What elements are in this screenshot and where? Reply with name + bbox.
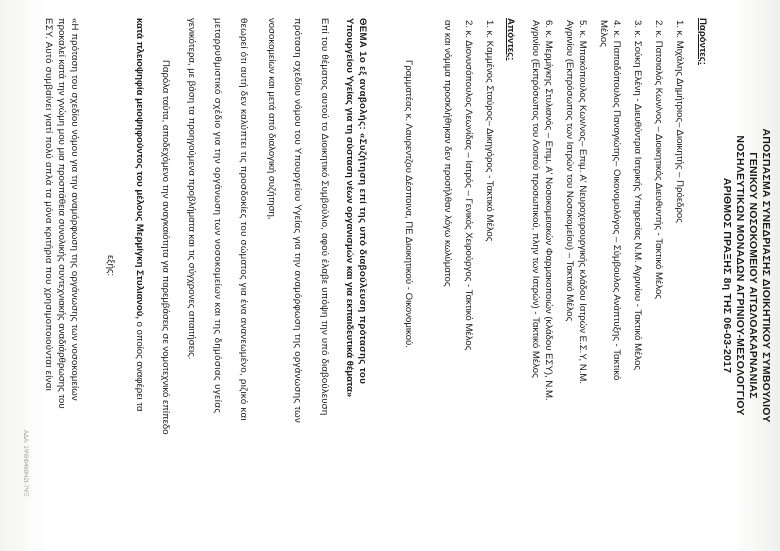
absent-note: αν και νόμιμα προσκλήθηκαν δεν προσήλθαν λόγω κωλύματος — [442, 20, 453, 287]
document-stamp: ΑΔΑ: 1ΨΘΦ469Η2Ι-7ΨΞ — [22, 430, 28, 497]
body-line: νοσοκομείων και μετά από διαλογική συζήτηση, — [266, 18, 277, 220]
present-item: 3. κ. Σούκη Ελένη - Διευθύντρια Ιατρικής Υπηρεσίας Ν.Μ. Αγρινίου - Τακτικό Μέλος — [632, 20, 643, 371]
majority-line — [134, 18, 145, 412]
header-line-4: ΑΡΙΘΜΟΣ ΠΡΑΞΗΣ 8η ΤΗΣ 06-03-2017 — [721, 177, 733, 374]
body-line: θεωρεί ότι αυτή δεν καλύπτει τις προσδοκίες του σώματος για ένα ανανεωμένο, ριζικό και — [238, 18, 249, 421]
body-line: Επί του θέματος αυτού το Διοικητικό Συμβούλιο, αφού έλαβε υπόψη την υπό διαβούλευση — [319, 18, 330, 416]
absent-item: 1. κ. Καμμένος Σταύρος– Δικηγόρος - Τακτικό Μέλος — [484, 20, 495, 242]
header-line-1: ΑΠΟΣΠΑΣΜΑ ΣΥΝΕΔΡΙΑΣΗΣ ΔΙΟΙΚΗΤΙΚΟΥ ΣΥΜΒΟΥΛΙΟΥ — [760, 128, 772, 423]
present-item-continuation: Μέλος — [598, 20, 609, 47]
present-item: 6. κ. Μερμίγκης Στυλιανός – Επιμ. Α' Νοσοκομειακών Φαρμακοποιών (κλάδου ΕΣΥ), Ν.Μ. — [543, 20, 554, 401]
header-line-3: ΝΟΣΗΛΕΥΤΙΚΩΝ ΜΟΝΑΔΩΝ ΑΓΡΙΝΙΟΥ-ΜΕΣΟΛΟΓΓΙΟΥ — [734, 135, 746, 416]
topic-line-2: Υπουργείου Υγείας για τη σύσταση νέων οργανισμών και για εκπαιδευτικά θέματα» — [344, 18, 355, 398]
quote-line: «Η πρόταση του σχεδίου νόμου για την αναμόρφωση της οργάνωσης των νοσοκομείων — [69, 18, 80, 401]
present-item-continuation: Αγρινίου (Εκπρόσωπος των Ιατρών του Νοσοκομείου) – Τακτικό Μέλος — [564, 20, 575, 322]
majority-suffix: ο οποίος αναφέρει τα — [134, 321, 145, 412]
body-line: πρόταση σχεδίου νόμου του Υπουργείου Υγείας για την αναμόρφωση της οργάνωσης των — [292, 18, 303, 424]
present-item: 2. κ. Πατσιαλός Κων/νος – Διοικητικός Διευθυντής - Τακτικό Μέλος — [653, 20, 664, 299]
absent-item: 2. κ. Διονυσόπουλος Λεωνίδας – Ιατρός – Γενικός Χειρούργος - Τακτικό Μέλος — [463, 20, 474, 351]
present-title: Παρόντες: — [697, 18, 708, 65]
body-line: γενικότερα, με βάση τα προηγούμενα προβλήματα και τις σύγχρονες απαιτήσεις. — [186, 18, 197, 360]
quote-line: ΕΣΥ. Αυτό συμβαίνει γιατί πολύ απλά τα μόνα κριτήρια που χρησιμοποιούνται είναι — [43, 18, 54, 392]
topic-line-1: ΘΕΜΑ 1ο εξ αναβολής: «Συζήτηση επί της υπό διαβούλευση πρότασης του — [357, 18, 368, 385]
quote-line: προκαλεί κατά την γνώμη μου μια προσπάθεια συνολικής συντεχνιακής αναδιάρθρωσης του — [56, 18, 67, 409]
body-line: μεταρρυθμιστικό σχέδιο για την οργάνωση των νοσοκομείων και της δημόσιας υγείας — [212, 18, 223, 414]
header-line-2: ΓΕΝΙΚΟΥ ΝΟΣΟΚΟΜΕΙΟΥ ΑΙΤΩΛΟΑΚΑΡΝΑΝΙΑΣ — [747, 152, 759, 399]
present-item: 5. κ. Μπακόπουλος Κων/νος– Επιμ. Α' Νευροχειρουργικής κλάδου Ιατρών Ε.Σ.Υ, Ν.Μ. — [577, 20, 588, 385]
present-item: 1. κ. Μιχάλης Δημήτριος– Διοικητής – Πρόεδρος — [674, 20, 685, 223]
body-line: Παρόλα ταύτα, αποδεχόμενο την αναγκαιότητα για παρεμβάσεις σε νομοτεχνικό επίπεδο — [160, 60, 171, 435]
secretary-line: Γραμματέας κ. Λαυρεντζου Δέσποινα, ΠΕ Διοικητικού - Οικονομικού. — [403, 60, 414, 348]
absent-title: Απόντες: — [505, 18, 516, 61]
present-item-continuation: Αγρινίου (Εκπρόσωπος του Λοιπού προσωπικού, πλην των Ιατρών) - Τακτικό Μέλος — [530, 20, 541, 378]
present-item: 4. κ. Παπαδόπουλος Παναγιώτης– Οικονομολόγος – Σύμβουλος Ανάπτυξης - Τακτικό — [611, 20, 622, 381]
majority-prefix: κατά πλειοψηφία μειοψηφούντος του μέλους Μερμίγκη Στυλιανού, — [134, 18, 145, 319]
follows-label: εξής: — [105, 255, 116, 277]
